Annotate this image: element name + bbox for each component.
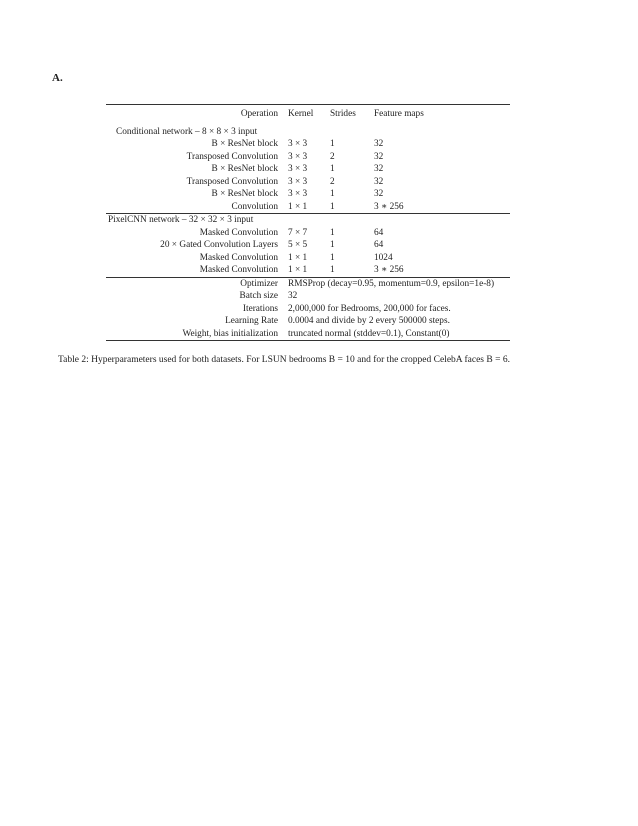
feature-maps-cell: 1024	[374, 252, 393, 263]
header-kernel: Kernel	[286, 105, 326, 124]
strides-cell: 1	[330, 189, 335, 199]
table-row	[106, 227, 510, 240]
kernel-cell: 3 × 3	[288, 189, 308, 199]
feature-maps-cell: 3 ∗ 256	[372, 201, 510, 214]
operation-cell: B × ResNet block	[211, 164, 278, 174]
operation-cell: Masked Convolution	[199, 252, 278, 263]
training-row	[106, 290, 510, 303]
kernel-cell: 7 × 7	[288, 227, 308, 238]
kernel-cell: 3 × 3	[288, 164, 308, 174]
header-operation: Operation	[106, 105, 286, 124]
header-feature-maps: Feature maps	[372, 105, 510, 124]
training-row	[106, 303, 510, 316]
training-label: Batch size	[239, 291, 278, 301]
strides-cell: 1	[330, 240, 335, 250]
conditional-network-title-row	[106, 124, 510, 139]
training-row	[106, 315, 510, 328]
strides-cell: 1	[330, 252, 335, 263]
strides-cell: 1	[326, 201, 372, 214]
kernel-cell: 1 × 1	[288, 252, 308, 263]
strides-cell: 1	[330, 139, 335, 149]
feature-maps-cell: 32	[374, 139, 384, 149]
kernel-cell: 1 × 1	[286, 264, 326, 277]
table-row	[106, 176, 510, 189]
table-row	[106, 151, 510, 164]
operation-cell: 20 × Gated Convolution Layers	[160, 240, 278, 250]
operation-cell: Masked Convolution	[199, 227, 278, 238]
operation-cell: Transposed Convolution	[186, 176, 278, 187]
strides-cell: 1	[326, 264, 372, 277]
training-label: Weight, bias initialization	[106, 328, 286, 341]
training-value: RMSProp (decay=0.95, momentum=0.9, epsilon=1e-8)	[288, 278, 495, 289]
operation-cell: Transposed Convolution	[186, 151, 278, 162]
kernel-cell: 3 × 3	[288, 176, 308, 187]
table-row	[106, 188, 510, 201]
header-strides: Strides	[326, 105, 372, 124]
section-label: A.	[52, 72, 63, 84]
training-label: Optimizer	[240, 278, 278, 289]
pixelcnn-network-title: PixelCNN network – 32 × 32 × 3 input	[108, 215, 254, 225]
training-value: 0.0004 and divide by 2 every 500000 steps.	[288, 316, 450, 326]
table-row	[106, 239, 510, 252]
training-row	[106, 328, 510, 341]
kernel-cell: 5 × 5	[288, 240, 308, 250]
feature-maps-cell: 32	[374, 189, 384, 199]
table-header-row	[106, 105, 510, 124]
strides-cell: 2	[330, 151, 335, 162]
strides-cell: 1	[330, 164, 335, 174]
table-row	[106, 252, 510, 265]
table-row	[106, 138, 510, 151]
kernel-cell: 3 × 3	[288, 139, 308, 149]
training-value: truncated normal (stddev=0.1), Constant(0)	[286, 328, 510, 341]
operation-cell: B × ResNet block	[211, 139, 278, 149]
strides-cell: 2	[330, 176, 335, 187]
kernel-cell: 1 × 1	[286, 201, 326, 214]
feature-maps-cell: 32	[374, 164, 384, 174]
operation-cell: B × ResNet block	[211, 189, 278, 199]
table-caption: Table 2: Hyperparameters used for both datasets. For LSUN bedrooms B = 10 and for the cropped CelebA faces B = 6.	[58, 355, 510, 365]
feature-maps-cell: 32	[374, 151, 384, 162]
training-label: Learning Rate	[225, 316, 278, 326]
kernel-cell: 3 × 3	[288, 151, 308, 162]
table-row	[106, 163, 510, 176]
operation-cell: Convolution	[106, 201, 286, 214]
feature-maps-cell: 3 ∗ 256	[372, 264, 510, 277]
conditional-network-title: Conditional network – 8 × 8 × 3 input	[116, 126, 258, 137]
operation-cell: Masked Convolution	[106, 264, 286, 277]
hyperparameter-table	[106, 104, 510, 341]
pixelcnn-network-title-row	[106, 214, 510, 227]
training-value: 2,000,000 for Bedrooms, 200,000 for faces.	[288, 303, 451, 314]
training-row	[106, 277, 510, 290]
feature-maps-cell: 32	[374, 176, 384, 187]
feature-maps-cell: 64	[374, 240, 384, 250]
table-row	[106, 201, 510, 214]
strides-cell: 1	[330, 227, 335, 238]
feature-maps-cell: 64	[374, 227, 384, 238]
table-row	[106, 264, 510, 277]
training-value: 32	[288, 291, 298, 301]
training-label: Iterations	[242, 303, 278, 314]
